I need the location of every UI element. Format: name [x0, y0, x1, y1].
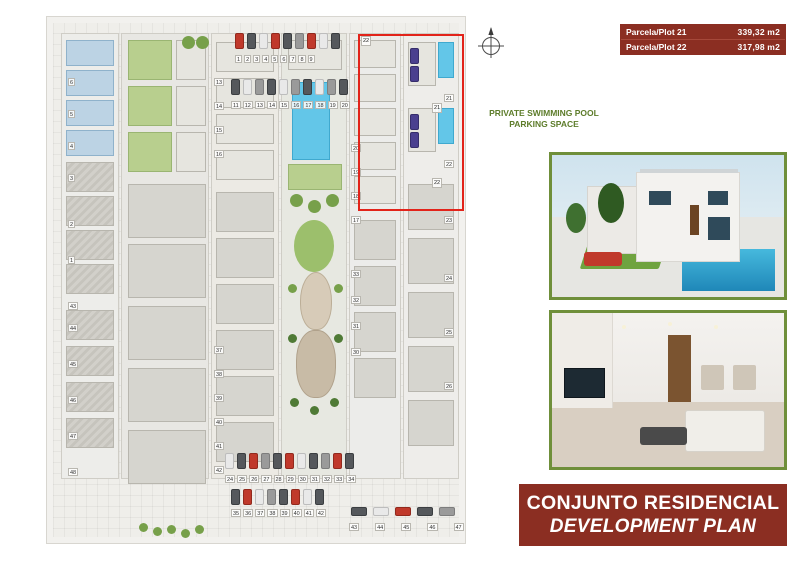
parking-number: 28	[275, 477, 282, 483]
parking-number: 39	[281, 511, 288, 517]
parking-number: 40	[293, 511, 300, 517]
house-block	[128, 306, 206, 360]
plot-number: 21	[446, 96, 453, 102]
plot-column-west	[61, 33, 119, 479]
parking-cars-last	[351, 507, 457, 521]
interior-door	[668, 335, 691, 403]
parking-number: 43	[351, 525, 358, 531]
parking-number: 26	[251, 477, 258, 483]
house-block	[216, 192, 274, 232]
tree-icon	[195, 525, 204, 534]
title-banner	[519, 484, 787, 546]
parking-number: 38	[269, 511, 276, 517]
parking-row-second-numbers	[231, 101, 350, 109]
front-door	[690, 205, 699, 235]
plot-number: 33	[353, 272, 360, 278]
window	[708, 191, 728, 205]
tree-icon	[288, 334, 297, 343]
parking-number: 46	[429, 525, 436, 531]
plot-number: 4	[70, 144, 74, 150]
plot-number: 14	[216, 104, 223, 110]
tree-icon	[153, 527, 162, 536]
house-block	[408, 400, 454, 446]
parking-space	[410, 66, 419, 82]
parking-number: 45	[403, 525, 410, 531]
parking-number: 1	[237, 57, 241, 63]
garden-feature	[296, 330, 336, 398]
garden-feature	[300, 272, 332, 330]
plot-number: 23	[446, 218, 453, 224]
plot-number: 42	[216, 468, 223, 474]
garden-feature	[294, 220, 334, 272]
house-block	[66, 40, 114, 66]
sofa	[685, 410, 766, 452]
parking-number: 6	[282, 57, 286, 63]
private-swimming-pool	[438, 42, 454, 78]
plot-column-east-inner	[349, 33, 401, 479]
legend-line-1: PRIVATE SWIMMING POOL	[489, 108, 599, 118]
plot-number: 40	[216, 420, 223, 426]
plot-column-east	[403, 33, 459, 479]
parking-cars-second	[229, 79, 357, 99]
house-block	[354, 358, 396, 398]
plot-number: 43	[70, 304, 77, 310]
parking-number: 16	[293, 103, 300, 109]
parking-number: 17	[305, 103, 312, 109]
dining-chair	[701, 365, 724, 390]
plot-number: 5	[70, 112, 74, 118]
plot-number: 25	[446, 330, 453, 336]
plot-number: 20	[353, 146, 360, 152]
plot-label: Parcela/Plot 22	[626, 42, 687, 52]
page-subtitle: DEVELOPMENT PLAN	[549, 516, 757, 538]
house-block	[176, 132, 206, 172]
parking-number: 34	[348, 477, 355, 483]
house-block	[216, 238, 274, 278]
parking-number: 25	[239, 477, 246, 483]
plot-number: 31	[353, 324, 360, 330]
plot-number: 46	[70, 398, 77, 404]
plot-number: 13	[216, 80, 223, 86]
parking-number: 44	[377, 525, 384, 531]
parking-number: 20	[341, 103, 348, 109]
parking-number: 30	[299, 477, 306, 483]
parking-number: 47	[455, 525, 462, 531]
tree-icon	[310, 406, 319, 415]
parking-number: 31	[311, 477, 318, 483]
plot-number: 32	[353, 298, 360, 304]
parking-number: 32	[324, 477, 331, 483]
compass-icon	[474, 26, 508, 60]
parking-number: 41	[305, 511, 312, 517]
tree-icon	[326, 194, 339, 207]
house-block	[66, 264, 114, 294]
plot-number: 48	[70, 470, 77, 476]
tree-icon	[334, 334, 343, 343]
house-block	[128, 184, 206, 238]
parking-number: 4	[264, 57, 268, 63]
plot-number: 17	[353, 218, 360, 224]
plot-number-22: 22	[434, 180, 441, 186]
tree-icon	[196, 36, 209, 49]
parking-number: 13	[256, 103, 263, 109]
house-block	[354, 220, 396, 260]
window	[708, 217, 730, 240]
site-plan-grid	[53, 23, 462, 537]
house-block	[216, 376, 274, 416]
tree-icon	[167, 525, 176, 534]
parking-number: 33	[336, 477, 343, 483]
parking-row-lower-numbers	[231, 509, 326, 517]
tree-icon	[330, 398, 339, 407]
parking-number: 14	[268, 103, 276, 109]
parking-space	[410, 114, 419, 130]
house-block	[216, 114, 274, 144]
parked-car	[584, 252, 621, 266]
villa-main	[636, 172, 740, 262]
page-title: CONJUNTO RESIDENCIAL	[526, 491, 780, 514]
parking-number: 24	[227, 477, 234, 483]
tree-icon	[334, 284, 343, 293]
parking-space	[410, 132, 419, 148]
table-row	[621, 25, 785, 39]
plot-number: 44	[70, 326, 77, 332]
plot-number: 41	[216, 444, 223, 450]
parking-number: 9	[309, 57, 313, 63]
parking-cars-bottom	[223, 453, 363, 473]
ceiling-light	[622, 325, 626, 329]
plot-number: 47	[70, 434, 77, 440]
parking-number: 18	[317, 103, 324, 109]
garden-area	[128, 86, 172, 126]
parking-row-top-numbers	[235, 55, 315, 63]
tree-icon	[288, 284, 297, 293]
parking-number: 42	[317, 511, 324, 517]
garden-area	[128, 132, 172, 172]
plot-area: 339,32 m2	[737, 27, 780, 37]
garden-area	[288, 164, 342, 190]
plot-number: 1	[70, 258, 74, 264]
parking-cars-lower	[229, 489, 339, 507]
plot-number: 22	[446, 162, 453, 168]
parking-number: 36	[245, 511, 252, 517]
dining-chair	[733, 365, 756, 390]
plot-number: 39	[216, 396, 223, 402]
coffee-table	[640, 427, 686, 445]
parking-cars-top	[233, 33, 353, 53]
parking-number: 3	[255, 57, 259, 63]
house-block	[128, 368, 206, 422]
parking-number: 8	[300, 57, 304, 63]
plot-number: 19	[353, 170, 360, 176]
parking-number: 15	[281, 103, 288, 109]
plot-number: 6	[70, 80, 74, 86]
parking-number: 35	[233, 511, 240, 517]
parking-number: 19	[329, 103, 336, 109]
tree-icon	[139, 523, 148, 532]
garden-area	[128, 40, 172, 80]
plot-number-21: 21	[434, 105, 441, 111]
plot-number: 26	[446, 384, 453, 390]
plot-number: 24	[446, 276, 453, 282]
plot-number: 2	[70, 222, 74, 228]
plot-number: 16	[216, 152, 223, 158]
house-block	[216, 150, 274, 180]
interior-living-room-render	[549, 310, 787, 470]
parking-number: 5	[273, 57, 277, 63]
parking-number: 12	[244, 103, 251, 109]
house-block	[128, 244, 206, 298]
parking-row-last-numbers	[349, 523, 464, 531]
plot-area-table	[620, 24, 786, 55]
parking-number: 2	[246, 57, 250, 63]
plot-number: 45	[70, 362, 77, 368]
house-block	[354, 108, 396, 136]
tree-icon	[308, 200, 321, 213]
plot-area: 317,98 m2	[737, 42, 780, 52]
parking-space	[410, 48, 419, 64]
house-block	[216, 330, 274, 370]
private-swimming-pool	[438, 108, 454, 144]
tree-icon	[566, 203, 586, 233]
exterior-villa-render	[549, 152, 787, 300]
house-block	[128, 430, 206, 484]
legend	[478, 108, 610, 130]
plot-number: 18	[353, 194, 360, 200]
window	[649, 191, 671, 205]
house-block	[216, 284, 274, 324]
plot-label: Parcela/Plot 21	[626, 27, 687, 37]
television	[564, 368, 605, 398]
parking-number: 27	[263, 477, 270, 483]
parking-number: 7	[291, 57, 295, 63]
parking-row-bottom-numbers	[225, 475, 356, 483]
plot-number: 15	[216, 128, 223, 134]
site-plan	[46, 16, 466, 544]
tree-icon	[182, 36, 195, 49]
table-row	[621, 39, 785, 54]
plot-number: 37	[216, 348, 223, 354]
house-block	[354, 74, 396, 102]
parking-number: 11	[233, 103, 239, 109]
plot-number: 38	[216, 372, 223, 378]
house-block	[354, 312, 396, 352]
plot-column-west-inner	[121, 33, 209, 479]
parking-number: 29	[287, 477, 294, 483]
tree-icon	[290, 194, 303, 207]
legend-line-2: PARKING SPACE	[509, 119, 579, 129]
communal-area	[281, 33, 347, 479]
tree-icon	[290, 398, 299, 407]
parking-number: 37	[257, 511, 264, 517]
house-block	[176, 86, 206, 126]
tree-icon	[181, 529, 190, 538]
plot-number: 30	[353, 350, 360, 356]
roof-terrace-railing	[640, 169, 737, 173]
plot-number-22-top: 22	[363, 38, 370, 44]
plot-column-mid	[211, 33, 279, 479]
plot-number: 3	[70, 176, 74, 182]
